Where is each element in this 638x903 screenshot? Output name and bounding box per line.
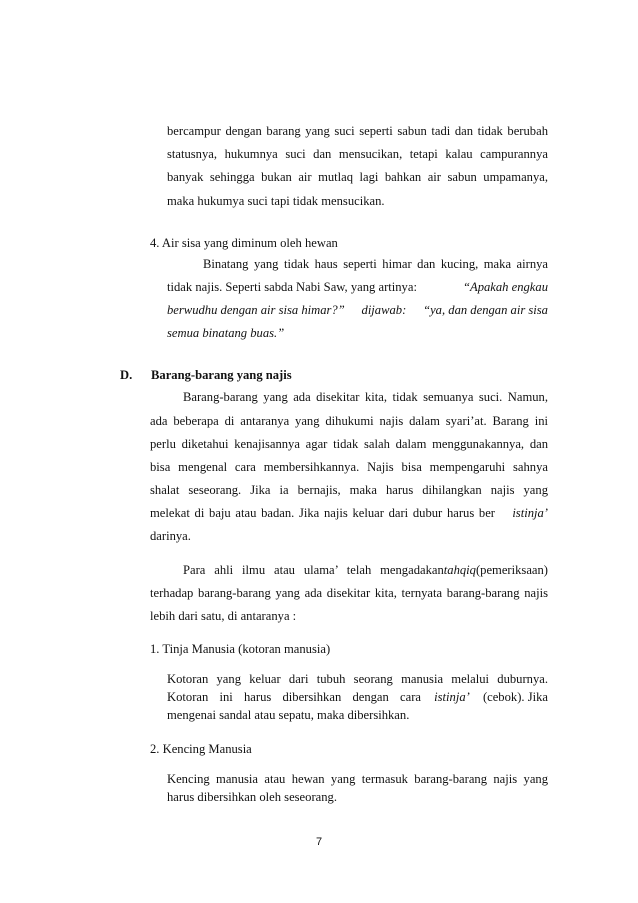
body-line: mengenai sandal atau sepatu, maka dibersihkan. (167, 708, 410, 722)
body-line (167, 303, 548, 318)
hadith-quote: berwudhu dengan air sisa himar?” (167, 303, 345, 317)
body-line: bercampur dengan barang yang suci seperti sabun tadi dan tidak berubah (167, 124, 548, 138)
body-line: terhadap barang-barang yang ada disekitar kita, ternyata barang-barang najis (150, 586, 548, 600)
body-line: harus dibersihkan oleh seseorang. (167, 790, 337, 804)
term-tahqiq: tahqiq (443, 563, 476, 577)
body-line: Binatang yang tidak haus seperti himar dan kucing, maka airnya (203, 257, 548, 271)
hadith-quote: semua binatang buas.” (167, 326, 285, 340)
body-line (150, 506, 548, 521)
section-label: D. (120, 368, 133, 382)
list-item-heading: 4. Air sisa yang diminum oleh hewan (150, 236, 338, 250)
body-line (183, 563, 548, 578)
body-line: darinya. (150, 529, 191, 543)
body-line: shalat seseorang. Jika ia bernajis, maka harus dihilangkan najis yang (150, 483, 548, 497)
body-line: maka hukumya suci tapi tidak mensucikan. (167, 194, 385, 208)
body-line: bisa mengenal cara membersihkannya. Najis bisa mempengaruhi sahnya (150, 460, 548, 474)
text-span: tidak najis. Seperti sabda Nabi Saw, yang artinya: (167, 280, 417, 294)
text-span: melekat di baju atau badan. Jika najis keluar dari dubur harus ber (150, 506, 495, 520)
term-istinja: istinja’ (512, 506, 548, 520)
body-line: Barang-barang yang ada disekitar kita, tidak semuanya suci. Namun, (183, 390, 548, 404)
body-line: lebih dari satu, di antaranya : (150, 609, 297, 623)
hadith-quote: “ya, dan dengan air sisa (423, 303, 548, 317)
list-item-heading: 1. Tinja Manusia (kotoran manusia) (150, 642, 331, 656)
text-span: Kotoran ini harus dibersihkan dengan cara (167, 690, 421, 704)
hadith-quote: “Apakah engkau (463, 280, 548, 294)
body-line: Kotoran yang keluar dari tubuh seorang manusia melalui duburnya. (167, 672, 548, 686)
text-span: (pemeriksaan) (475, 563, 548, 577)
body-line (167, 690, 548, 705)
body-line: banyak sehingga bukan air mutlaq lagi bahkan air sabun umpamanya, (167, 170, 548, 184)
text-span: dijawab: (361, 303, 407, 317)
body-line: perlu diketahui kenajisannya agar tidak salah dalam menggunakannya, dan (150, 437, 548, 451)
list-item-heading: 2. Kencing Manusia (150, 742, 252, 756)
body-line (167, 280, 548, 295)
page-number: 7 (315, 836, 323, 848)
body-line: Kencing manusia atau hewan yang termasuk barang-barang najis yang (167, 772, 548, 786)
text-span: (cebok). Jika (482, 690, 548, 704)
body-line: ada beberapa di antaranya yang dihukumi najis dalam syari’at. Barang ini (150, 414, 548, 428)
text-span: Para ahli ilmu atau ulama’ telah mengadakan (183, 563, 444, 577)
section-title: Barang-barang yang najis (151, 368, 292, 382)
term-istinja: istinja’ (434, 690, 470, 704)
body-line: statusnya, hukumnya suci dan mensucikan, tetapi kalau campurannya (167, 147, 548, 161)
